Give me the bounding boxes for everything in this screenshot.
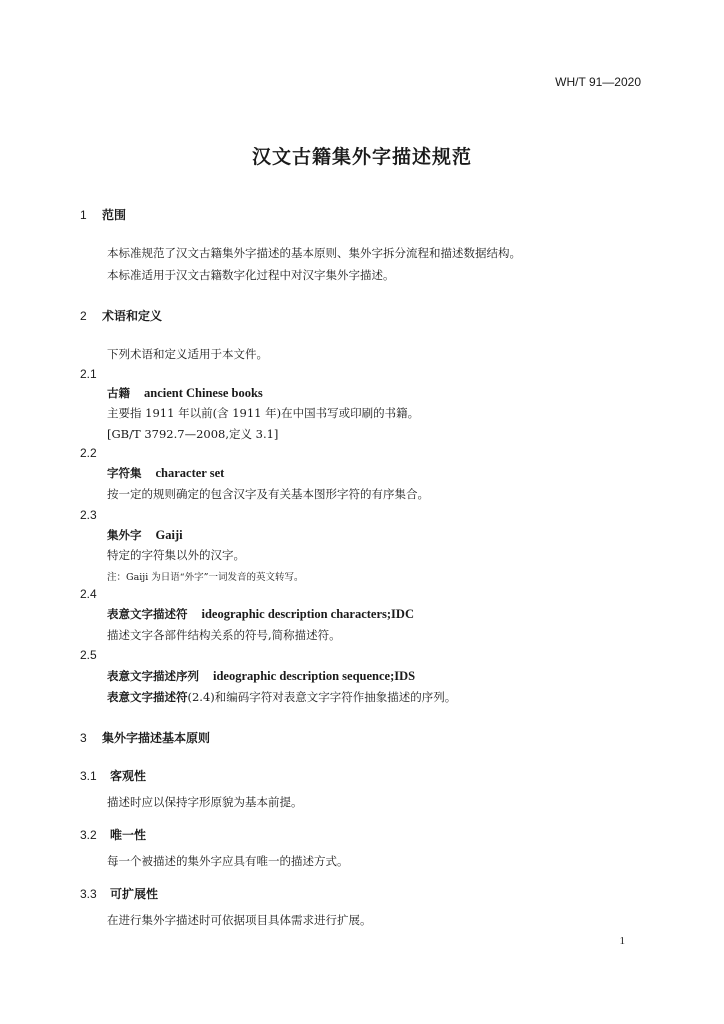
term-number: 2.1 [80, 367, 97, 381]
section-number: 2 [80, 309, 87, 323]
term-zh: 表意文字描述符 [107, 607, 188, 621]
term-definition: 主要指 1911 年以前(含 1911 年)在中国书写或印刷的书籍。 [107, 406, 420, 420]
term-number: 2.2 [80, 446, 97, 460]
term-source: [GB/T 3792.7—2008,定义 3.1] [107, 427, 279, 441]
term-heading [107, 465, 224, 481]
subsection-number: 3.3 [80, 887, 97, 901]
paragraph: 在进行集外字描述时可依据项目具体需求进行扩展。 [107, 913, 372, 927]
term-note: 注：Gaiji 为日语“外字”一词发音的英文转写。 [107, 572, 304, 583]
term-en: character set [155, 466, 225, 480]
term-en: ideographic description sequence;IDS [213, 669, 416, 683]
term-en: Gaiji [155, 528, 183, 542]
term-zh: 集外字 [107, 528, 142, 542]
term-definition: 描述文字各部件结构关系的符号,简称描述符。 [107, 628, 341, 642]
subsection-heading [80, 826, 146, 843]
paragraph: 下列术语和定义适用于本文件。 [107, 347, 268, 361]
paragraph: 本标准规范了汉文古籍集外字描述的基本原则、集外字拆分流程和描述数据结构。 [107, 246, 521, 260]
term-heading [107, 606, 414, 622]
section-number: 3 [80, 731, 87, 745]
subsection-title: 可扩展性 [110, 887, 159, 901]
paragraph: 描述时应以保持字形原貌为基本前提。 [107, 795, 303, 809]
subsection-title: 客观性 [110, 769, 147, 783]
term-number: 2.4 [80, 587, 97, 601]
term-definition [107, 689, 456, 705]
subsection-heading [80, 767, 146, 784]
subsection-number: 3.1 [80, 769, 97, 783]
section-3-heading [80, 729, 210, 746]
section-2-heading [80, 307, 162, 324]
section-title: 集外字描述基本原则 [102, 731, 211, 745]
term-en: ideographic description characters;IDC [201, 607, 414, 621]
standard-code: WH/T 91—2020 [555, 75, 641, 89]
term-number: 2.5 [80, 648, 97, 662]
section-title: 术语和定义 [102, 309, 163, 323]
section-1-heading [80, 206, 126, 223]
term-number: 2.3 [80, 508, 97, 522]
section-title: 范围 [102, 208, 127, 222]
term-zh: 字符集 [107, 466, 142, 480]
definition-text: (2.4)和编码字符对表意文字字符作抽象描述的序列。 [187, 690, 457, 704]
subsection-title: 唯一性 [110, 828, 147, 842]
paragraph: 每一个被描述的集外字应具有唯一的描述方式。 [107, 854, 349, 868]
term-en: ancient Chinese books [144, 386, 263, 400]
paragraph: 本标准适用于汉文古籍数字化过程中对汉字集外字描述。 [107, 268, 395, 282]
subsection-heading [80, 885, 158, 902]
document-title: 汉文古籍集外字描述规范 [251, 146, 472, 168]
term-heading [107, 385, 263, 401]
term-definition: 按一定的规则确定的包含汉字及有关基本图形字符的有序集合。 [107, 487, 429, 501]
term-reference: 表意文字描述符 [107, 690, 188, 704]
term-heading [107, 527, 183, 543]
term-definition: 特定的字符集以外的汉字。 [107, 548, 245, 562]
section-number: 1 [80, 208, 87, 222]
term-zh: 表意文字描述序列 [107, 669, 199, 683]
term-zh: 古籍 [107, 386, 130, 400]
subsection-number: 3.2 [80, 828, 97, 842]
term-heading [107, 668, 415, 684]
page-number: 1 [619, 935, 625, 947]
